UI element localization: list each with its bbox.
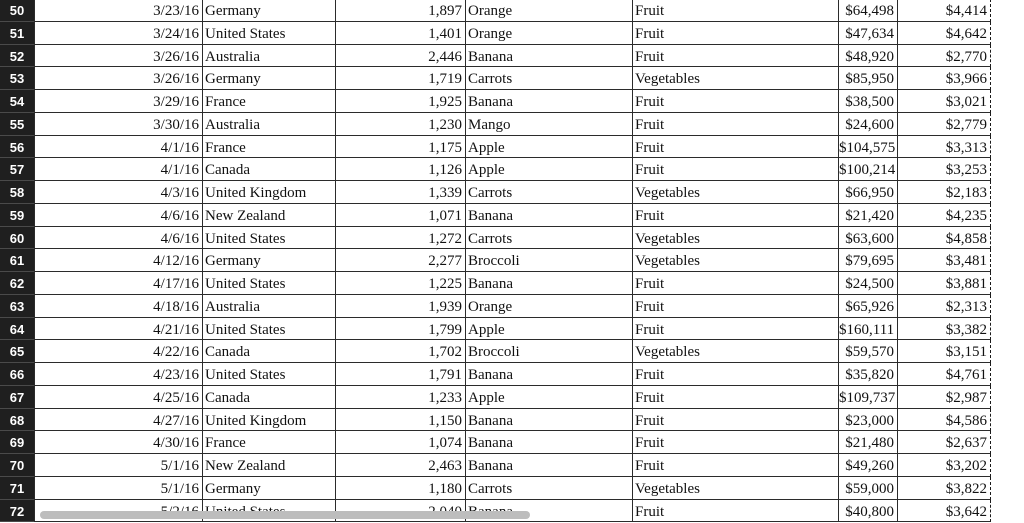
product-cell[interactable]: Mango xyxy=(466,113,633,136)
cost-cell[interactable]: $3,481 xyxy=(898,249,991,272)
row-number[interactable]: 53 xyxy=(0,67,34,90)
cost-cell[interactable]: $4,414 xyxy=(898,0,991,22)
category-cell[interactable]: Fruit xyxy=(633,295,839,318)
category-cell[interactable]: Fruit xyxy=(633,363,839,386)
product-cell[interactable]: Apple xyxy=(466,136,633,159)
units-cell[interactable]: 1,225 xyxy=(336,272,466,295)
units-cell[interactable]: 1,925 xyxy=(336,90,466,113)
country-cell[interactable]: United States xyxy=(203,363,336,386)
units-cell[interactable]: 1,074 xyxy=(336,431,466,454)
category-cell[interactable]: Fruit xyxy=(633,113,839,136)
product-cell[interactable]: Banana xyxy=(466,45,633,68)
revenue-cell[interactable]: $59,570 xyxy=(839,340,898,363)
date-cell[interactable]: 4/18/16 xyxy=(34,295,203,318)
date-cell[interactable]: 3/23/16 xyxy=(34,0,203,22)
units-cell[interactable]: 1,339 xyxy=(336,181,466,204)
date-cell[interactable]: 3/24/16 xyxy=(34,22,203,45)
date-cell[interactable]: 4/1/16 xyxy=(34,136,203,159)
row-number[interactable]: 52 xyxy=(0,45,34,68)
category-cell[interactable]: Fruit xyxy=(633,90,839,113)
country-cell[interactable]: Australia xyxy=(203,45,336,68)
date-cell[interactable]: 4/27/16 xyxy=(34,409,203,432)
units-cell[interactable]: 1,175 xyxy=(336,136,466,159)
table-row xyxy=(0,249,1024,272)
row-number[interactable]: 66 xyxy=(0,363,34,386)
row-number[interactable]: 72 xyxy=(0,500,34,523)
revenue-cell[interactable]: $109,737 xyxy=(839,386,898,409)
row-number[interactable]: 50 xyxy=(0,0,34,22)
table-row xyxy=(0,340,1024,363)
revenue-cell[interactable]: $100,214 xyxy=(839,158,898,181)
table-row xyxy=(0,136,1024,159)
product-cell[interactable]: Banana xyxy=(466,409,633,432)
cost-cell[interactable]: $3,966 xyxy=(898,67,991,90)
country-cell[interactable]: France xyxy=(203,136,336,159)
date-cell[interactable]: 4/25/16 xyxy=(34,386,203,409)
product-cell[interactable]: Apple xyxy=(466,318,633,341)
row-number[interactable]: 69 xyxy=(0,431,34,454)
country-cell[interactable]: United States xyxy=(203,227,336,250)
units-cell[interactable]: 1,939 xyxy=(336,295,466,318)
revenue-cell[interactable]: $47,634 xyxy=(839,22,898,45)
row-number[interactable]: 67 xyxy=(0,386,34,409)
row-number[interactable]: 55 xyxy=(0,113,34,136)
date-cell[interactable]: 4/21/16 xyxy=(34,318,203,341)
table-row xyxy=(0,272,1024,295)
cost-cell[interactable]: $3,253 xyxy=(898,158,991,181)
cost-cell[interactable]: $3,151 xyxy=(898,340,991,363)
date-cell[interactable]: 4/3/16 xyxy=(34,181,203,204)
table-row xyxy=(0,227,1024,250)
cost-cell[interactable]: $3,382 xyxy=(898,318,991,341)
product-cell[interactable]: Banana xyxy=(466,272,633,295)
country-cell[interactable]: Canada xyxy=(203,158,336,181)
revenue-cell[interactable]: $48,920 xyxy=(839,45,898,68)
cost-cell[interactable]: $2,987 xyxy=(898,386,991,409)
product-cell[interactable]: Banana xyxy=(466,431,633,454)
cost-cell[interactable]: $3,881 xyxy=(898,272,991,295)
category-cell[interactable]: Fruit xyxy=(633,454,839,477)
country-cell[interactable]: Germany xyxy=(203,477,336,500)
cost-cell[interactable]: $2,183 xyxy=(898,181,991,204)
revenue-cell[interactable]: $64,498 xyxy=(839,0,898,22)
category-cell[interactable]: Vegetables xyxy=(633,477,839,500)
revenue-cell[interactable]: $21,480 xyxy=(839,431,898,454)
country-cell[interactable]: Australia xyxy=(203,295,336,318)
country-cell[interactable]: Canada xyxy=(203,386,336,409)
units-cell[interactable]: 1,071 xyxy=(336,204,466,227)
table-row xyxy=(0,22,1024,45)
revenue-cell[interactable]: $35,820 xyxy=(839,363,898,386)
row-number[interactable]: 60 xyxy=(0,227,34,250)
category-cell[interactable]: Vegetables xyxy=(633,227,839,250)
revenue-cell[interactable]: $160,111 xyxy=(839,318,898,341)
cost-cell[interactable]: $4,642 xyxy=(898,22,991,45)
date-cell[interactable]: 4/1/16 xyxy=(34,158,203,181)
revenue-cell[interactable]: $38,500 xyxy=(839,90,898,113)
row-number[interactable]: 61 xyxy=(0,249,34,272)
row-number[interactable]: 65 xyxy=(0,340,34,363)
cost-cell[interactable]: $3,642 xyxy=(898,500,991,523)
category-cell[interactable]: Fruit xyxy=(633,272,839,295)
category-cell[interactable]: Fruit xyxy=(633,409,839,432)
units-cell[interactable]: 2,277 xyxy=(336,249,466,272)
category-cell[interactable]: Vegetables xyxy=(633,340,839,363)
country-cell[interactable]: Australia xyxy=(203,113,336,136)
category-cell[interactable]: Fruit xyxy=(633,136,839,159)
date-cell[interactable]: 5/1/16 xyxy=(34,477,203,500)
date-cell[interactable]: 3/26/16 xyxy=(34,67,203,90)
revenue-cell[interactable]: $85,950 xyxy=(839,67,898,90)
country-cell[interactable]: United Kingdom xyxy=(203,181,336,204)
units-cell[interactable]: 1,799 xyxy=(336,318,466,341)
date-cell[interactable]: 4/12/16 xyxy=(34,249,203,272)
cost-cell[interactable]: $4,586 xyxy=(898,409,991,432)
row-number[interactable]: 59 xyxy=(0,204,34,227)
table-row xyxy=(0,454,1024,477)
category-cell[interactable]: Fruit xyxy=(633,318,839,341)
country-cell[interactable]: Germany xyxy=(203,67,336,90)
units-cell[interactable]: 1,272 xyxy=(336,227,466,250)
cost-cell[interactable]: $3,822 xyxy=(898,477,991,500)
product-cell[interactable]: Apple xyxy=(466,158,633,181)
cost-cell[interactable]: $3,313 xyxy=(898,136,991,159)
cost-cell[interactable]: $4,858 xyxy=(898,227,991,250)
date-cell[interactable]: 3/26/16 xyxy=(34,45,203,68)
cost-cell[interactable]: $3,021 xyxy=(898,90,991,113)
product-cell[interactable]: Orange xyxy=(466,295,633,318)
category-cell[interactable]: Fruit xyxy=(633,22,839,45)
category-cell[interactable]: Fruit xyxy=(633,45,839,68)
units-cell[interactable]: 1,791 xyxy=(336,363,466,386)
units-cell[interactable]: 1,719 xyxy=(336,67,466,90)
product-cell[interactable]: Apple xyxy=(466,386,633,409)
units-cell[interactable]: 1,401 xyxy=(336,22,466,45)
cost-cell[interactable]: $4,235 xyxy=(898,204,991,227)
units-cell[interactable]: 2,463 xyxy=(336,454,466,477)
row-number[interactable]: 68 xyxy=(0,409,34,432)
table-row xyxy=(0,318,1024,341)
revenue-cell[interactable]: $63,600 xyxy=(839,227,898,250)
table-row xyxy=(0,67,1024,90)
country-cell[interactable]: United Kingdom xyxy=(203,409,336,432)
units-cell[interactable]: 1,150 xyxy=(336,409,466,432)
date-cell[interactable]: 4/6/16 xyxy=(34,227,203,250)
row-number[interactable]: 57 xyxy=(0,158,34,181)
table-row xyxy=(0,181,1024,204)
country-cell[interactable]: France xyxy=(203,431,336,454)
date-cell[interactable]: 5/1/16 xyxy=(34,454,203,477)
table-row xyxy=(0,45,1024,68)
product-cell[interactable]: Carrots xyxy=(466,227,633,250)
date-cell[interactable]: 3/30/16 xyxy=(34,113,203,136)
date-cell[interactable]: 3/29/16 xyxy=(34,90,203,113)
country-cell[interactable]: New Zealand xyxy=(203,204,336,227)
product-cell[interactable]: Orange xyxy=(466,0,633,22)
revenue-cell[interactable]: $49,260 xyxy=(839,454,898,477)
country-cell[interactable]: United States xyxy=(203,22,336,45)
table-row xyxy=(0,158,1024,181)
revenue-cell[interactable]: $21,420 xyxy=(839,204,898,227)
country-cell[interactable]: France xyxy=(203,90,336,113)
cost-cell[interactable]: $2,779 xyxy=(898,113,991,136)
table-row xyxy=(0,0,1024,22)
product-cell[interactable]: Carrots xyxy=(466,477,633,500)
product-cell[interactable]: Banana xyxy=(466,90,633,113)
revenue-cell[interactable]: $59,000 xyxy=(839,477,898,500)
category-cell[interactable]: Fruit xyxy=(633,204,839,227)
revenue-cell[interactable]: $24,600 xyxy=(839,113,898,136)
category-cell[interactable]: Fruit xyxy=(633,158,839,181)
row-number[interactable]: 70 xyxy=(0,454,34,477)
cost-cell[interactable]: $2,770 xyxy=(898,45,991,68)
units-cell[interactable]: 1,230 xyxy=(336,113,466,136)
table-row xyxy=(0,477,1024,500)
revenue-cell[interactable]: $40,800 xyxy=(839,500,898,523)
country-cell[interactable]: Canada xyxy=(203,340,336,363)
units-cell[interactable]: 1,126 xyxy=(336,158,466,181)
table-row xyxy=(0,409,1024,432)
category-cell[interactable]: Fruit xyxy=(633,431,839,454)
units-cell[interactable]: 1,180 xyxy=(336,477,466,500)
product-cell[interactable]: Banana xyxy=(466,204,633,227)
product-cell[interactable]: Orange xyxy=(466,22,633,45)
date-cell[interactable]: 4/30/16 xyxy=(34,431,203,454)
table-row xyxy=(0,295,1024,318)
category-cell[interactable]: Fruit xyxy=(633,500,839,523)
product-cell[interactable]: Broccoli xyxy=(466,340,633,363)
date-cell[interactable]: 4/22/16 xyxy=(34,340,203,363)
revenue-cell[interactable]: $24,500 xyxy=(839,272,898,295)
row-number[interactable]: 56 xyxy=(0,136,34,159)
revenue-cell[interactable]: $23,000 xyxy=(839,409,898,432)
table-row xyxy=(0,386,1024,409)
product-cell[interactable]: Banana xyxy=(466,454,633,477)
category-cell[interactable]: Fruit xyxy=(633,0,839,22)
country-cell[interactable]: New Zealand xyxy=(203,454,336,477)
units-cell[interactable]: 2,446 xyxy=(336,45,466,68)
date-cell[interactable]: 4/23/16 xyxy=(34,363,203,386)
category-cell[interactable]: Vegetables xyxy=(633,67,839,90)
row-number[interactable]: 63 xyxy=(0,295,34,318)
product-cell[interactable]: Broccoli xyxy=(466,249,633,272)
row-number[interactable]: 71 xyxy=(0,477,34,500)
revenue-cell[interactable]: $104,575 xyxy=(839,136,898,159)
table-row xyxy=(0,431,1024,454)
country-cell[interactable]: Germany xyxy=(203,0,336,22)
category-cell[interactable]: Vegetables xyxy=(633,181,839,204)
units-cell[interactable]: 1,702 xyxy=(336,340,466,363)
row-number[interactable]: 64 xyxy=(0,318,34,341)
row-number[interactable]: 62 xyxy=(0,272,34,295)
revenue-cell[interactable]: $79,695 xyxy=(839,249,898,272)
date-cell[interactable]: 4/17/16 xyxy=(34,272,203,295)
product-cell[interactable]: Carrots xyxy=(466,181,633,204)
product-cell[interactable]: Banana xyxy=(466,363,633,386)
cost-cell[interactable]: $2,637 xyxy=(898,431,991,454)
horizontal-scrollbar[interactable] xyxy=(40,511,530,519)
table-row xyxy=(0,204,1024,227)
country-cell[interactable]: Germany xyxy=(203,249,336,272)
country-cell[interactable]: United States xyxy=(203,318,336,341)
table-row xyxy=(0,363,1024,386)
revenue-cell[interactable]: $65,926 xyxy=(839,295,898,318)
cost-cell[interactable]: $3,202 xyxy=(898,454,991,477)
revenue-cell[interactable]: $66,950 xyxy=(839,181,898,204)
product-cell[interactable]: Carrots xyxy=(466,67,633,90)
units-cell[interactable]: 1,233 xyxy=(336,386,466,409)
row-number[interactable]: 58 xyxy=(0,181,34,204)
units-cell[interactable]: 1,897 xyxy=(336,0,466,22)
date-cell[interactable]: 4/6/16 xyxy=(34,204,203,227)
row-number[interactable]: 51 xyxy=(0,22,34,45)
table-row xyxy=(0,90,1024,113)
category-cell[interactable]: Vegetables xyxy=(633,249,839,272)
row-number[interactable]: 54 xyxy=(0,90,34,113)
cost-cell[interactable]: $4,761 xyxy=(898,363,991,386)
country-cell[interactable]: United States xyxy=(203,272,336,295)
table-row xyxy=(0,113,1024,136)
cost-cell[interactable]: $2,313 xyxy=(898,295,991,318)
category-cell[interactable]: Fruit xyxy=(633,386,839,409)
